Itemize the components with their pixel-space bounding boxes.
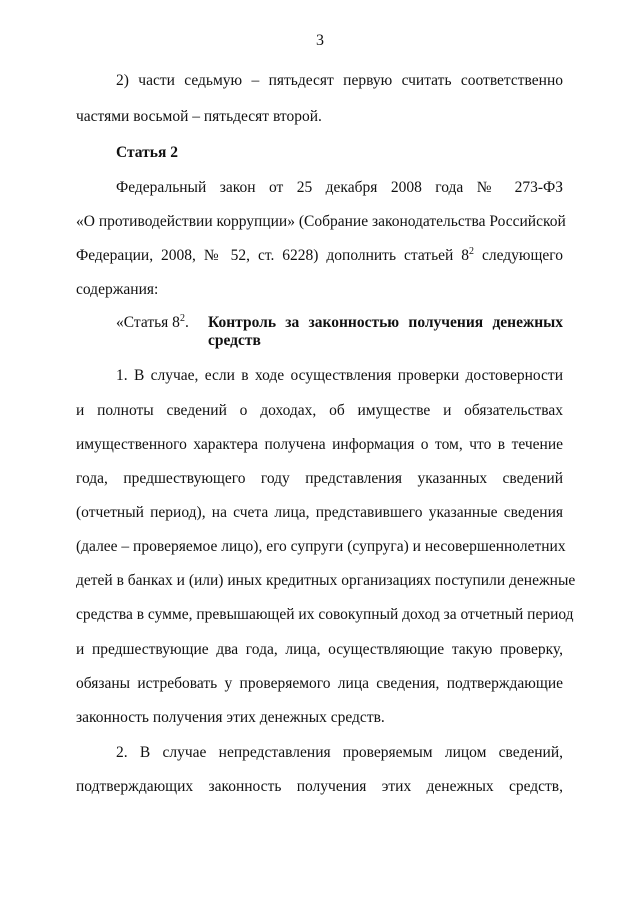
text-line: и предшествующие два года, лица, осуществляющие такую проверку, xyxy=(76,641,563,658)
article-prefix: «Статья $8^2$. xyxy=(116,313,189,331)
text-line: «О противодействии коррупции» (Собрание законодательства Российской xyxy=(76,213,566,230)
text-line: 2. В случае непредставления проверяемым лицом сведений, xyxy=(116,744,563,761)
text-line: детей в банках и (или) иных кредитных организациях поступили денежные xyxy=(76,572,576,589)
text-line: содержания: xyxy=(76,281,159,298)
text-line: 1. В случае, если в ходе осуществления проверки достоверности xyxy=(116,367,563,384)
superscript: 2 xyxy=(469,246,475,257)
superscript: 2 xyxy=(179,313,185,324)
text-line: (отчетный период), на счета лица, представившего указанные сведения xyxy=(76,504,563,521)
text-line: Федерации, 2008, № 52, ст. 6228) дополнить статьей $8^2$ следующего xyxy=(76,246,564,264)
text-line: законность получения этих денежных средств. xyxy=(76,709,385,726)
text-line: средства в сумме, превышающей их совокупный доход за отчетный период xyxy=(76,606,574,623)
text-line: имущественного характера получена информация о том, что в течение xyxy=(76,436,563,453)
text-line: 2) части седьмую – пятьдесят первую считать соответственно xyxy=(116,72,563,89)
text-line: Федеральный закон от 25 декабря 2008 года № 273-ФЗ xyxy=(116,179,563,196)
page-number: 3 xyxy=(316,32,324,49)
text-line: подтверждающих законность получения этих денежных средств, xyxy=(76,778,563,795)
text-line: и полноты сведений о доходах, об имуществе и обязательствах xyxy=(76,402,563,419)
article-heading: Статья 2 xyxy=(116,144,178,161)
article-title: Контроль за законностью получения денежных xyxy=(208,314,563,331)
text-line: частями восьмой – пятьдесят второй. xyxy=(76,108,322,125)
text-line: обязаны истребовать у проверяемого лица сведения, подтверждающие xyxy=(76,675,563,692)
text-line: года, предшествующего году представления указанных сведений xyxy=(76,470,563,487)
text-line: (далее – проверяемое лицо), его супруги (супруга) и несовершеннолетних xyxy=(76,538,566,555)
article-title: средств xyxy=(208,332,261,349)
